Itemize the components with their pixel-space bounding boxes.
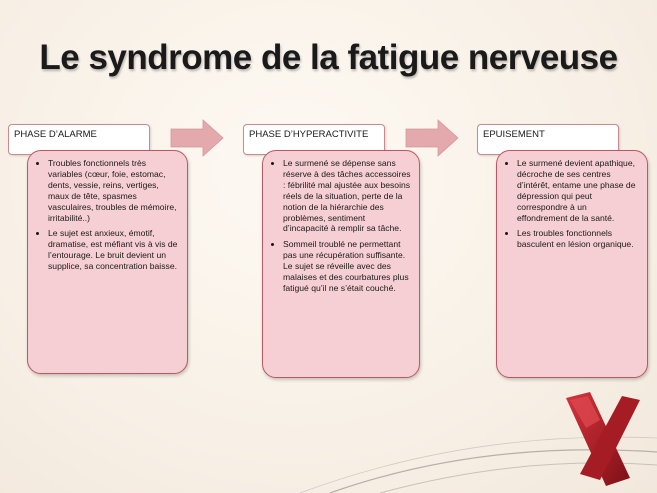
phase-epuisement-bullet: • Le surmené devient apathique, décroche de ses centres d’intérêt, entame une phase de dépression qui peut correspondre à un effondrement de la santé. xyxy=(517,158,639,223)
phase-hyperactivite-bullet: • Le surmené se dépense sans réserve à des tâches accessoires : fébrilité mal ajustée aux besoins réels de la situation, perte de la notion de la hiérarchie des problèmes, sentiment d’incapacité à remplir sa tâche. xyxy=(283,158,411,234)
slide-title: Le syndrome de la fatigue nerveuse xyxy=(39,38,618,77)
phase-hyperactivite-details xyxy=(262,150,420,378)
red-x-icon xyxy=(566,392,640,486)
arrow-right-icon xyxy=(405,119,459,157)
phase-hyperactivite-bullet: • Sommeil troublé ne permettant pas une récupération suffisante. Le sujet se réveille avec des malaises et des courbatures plus fatigué qu’il ne s’était couché. xyxy=(283,239,411,294)
phase-hyperactivite-header: PHASE D’HYPERACTIVITE xyxy=(243,124,385,155)
phase-epuisement-header: EPUISEMENT xyxy=(477,124,619,155)
phase-alarme-bullet: • Troubles fonctionnels très variables (cœur, foie, estomac, dents, vessie, reins, vertiges, maux de tête, spasmes vasculaires, troubles de mémoire, irritabilité..) xyxy=(48,158,179,223)
phase-epuisement-bullet: • Les troubles fonctionnels basculent en lésion organique. xyxy=(517,228,639,250)
phase-epuisement-details xyxy=(496,150,648,378)
phase-alarme-details xyxy=(27,150,188,374)
phase-alarme-bullet: • Le sujet est anxieux, émotif, dramatise, est méfiant vis à vis de l’entourage. Le bruit devient un supplice, sa concentration baisse. xyxy=(48,228,179,272)
phase-alarme-header: PHASE D’ALARME xyxy=(8,124,150,155)
arrow-right-icon xyxy=(170,119,224,157)
